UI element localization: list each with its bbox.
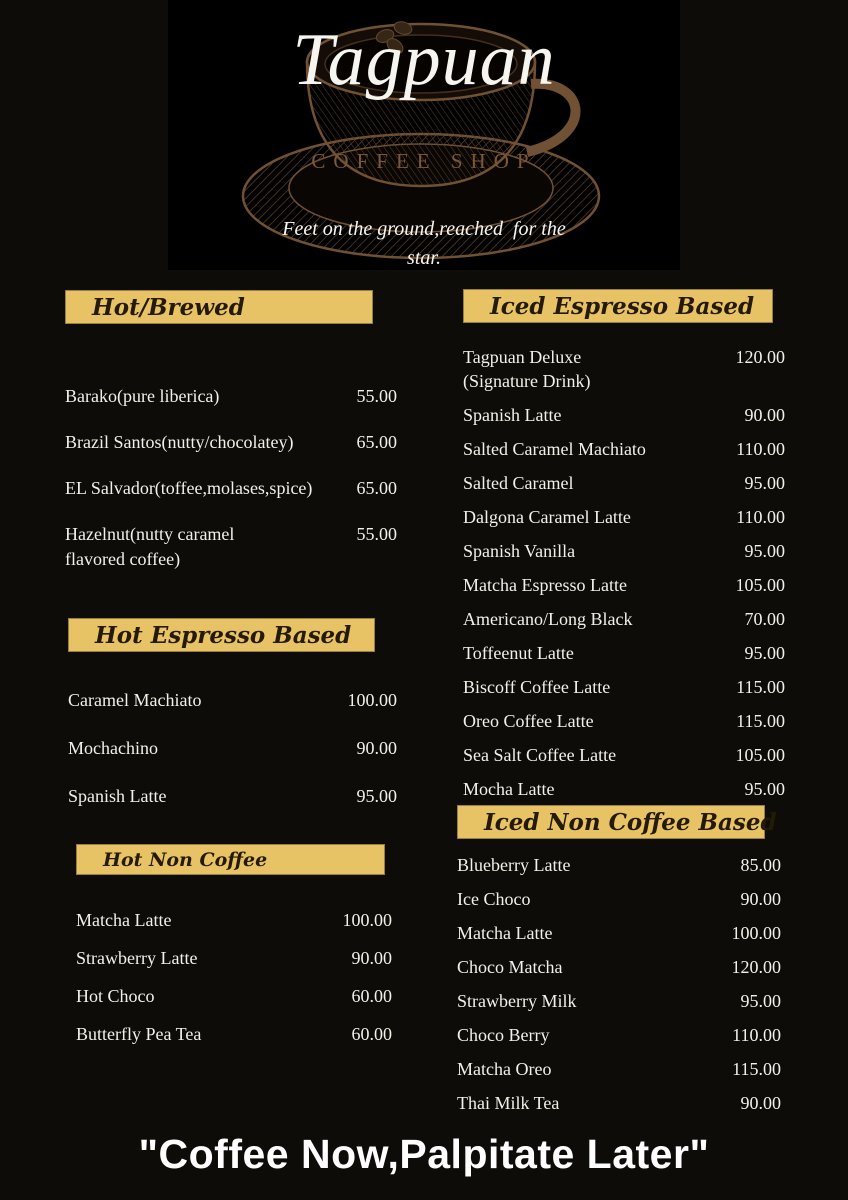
menu-item-price: 115.00 bbox=[736, 711, 785, 731]
menu-item-row bbox=[68, 784, 397, 809]
menu-item-row bbox=[68, 688, 397, 713]
menu-item-name: Matcha Latte bbox=[457, 923, 553, 943]
menu-item-row bbox=[463, 403, 785, 427]
menu-item-row bbox=[457, 989, 781, 1013]
section-item-list bbox=[65, 384, 397, 572]
section-item-list bbox=[463, 345, 785, 801]
menu-item-price: 60.00 bbox=[351, 986, 392, 1006]
section-title-banner: Hot Non Coffee bbox=[76, 844, 385, 875]
menu-item-name: Strawberry Latte bbox=[76, 948, 198, 968]
menu-item-price: 120.00 bbox=[731, 957, 781, 977]
menu-item-row bbox=[463, 777, 785, 801]
brand-subtitle: COFFEE SHOP bbox=[311, 149, 537, 173]
menu-item-name: Caramel Machiato bbox=[68, 690, 202, 710]
menu-item-price: 90.00 bbox=[351, 948, 392, 968]
menu-item-price: 105.00 bbox=[735, 745, 785, 765]
menu-item-name: Hot Choco bbox=[76, 986, 155, 1006]
section-title-banner: Hot Espresso Based bbox=[68, 618, 375, 652]
menu-item-price: 95.00 bbox=[744, 541, 785, 561]
menu-item-price: 95.00 bbox=[356, 786, 397, 806]
menu-item-row bbox=[463, 471, 785, 495]
menu-item-price: 100.00 bbox=[347, 690, 397, 710]
menu-item-row bbox=[76, 946, 392, 971]
menu-item-price: 110.00 bbox=[732, 1025, 781, 1045]
menu-item-row bbox=[68, 736, 397, 761]
menu-item-row bbox=[65, 384, 397, 409]
menu-item-name: Strawberry Milk bbox=[457, 991, 577, 1011]
menu-item-row bbox=[463, 539, 785, 563]
menu-item-price: 90.00 bbox=[744, 405, 785, 425]
menu-item-row bbox=[76, 908, 392, 933]
menu-item-name: EL Salvador(toffee,molases,spice) bbox=[65, 478, 313, 498]
section-hot-non-coffee bbox=[76, 844, 392, 1060]
menu-item-price: 55.00 bbox=[356, 524, 397, 544]
menu-item-row bbox=[463, 573, 785, 597]
section-title-banner: Iced Espresso Based bbox=[463, 289, 773, 323]
menu-item-name: Oreo Coffee Latte bbox=[463, 711, 594, 731]
menu-item-price: 65.00 bbox=[356, 432, 397, 452]
section-item-list bbox=[68, 688, 397, 809]
menu-item-name: Butterfly Pea Tea bbox=[76, 1024, 202, 1044]
section-item-list bbox=[457, 853, 781, 1115]
menu-item-name: Matcha Espresso Latte bbox=[463, 575, 627, 595]
menu-item-row bbox=[463, 743, 785, 767]
menu-item-name: Toffeenut Latte bbox=[463, 643, 574, 663]
brand-header bbox=[168, 0, 680, 270]
menu-item-name: Barako(pure liberica) bbox=[65, 386, 220, 406]
menu-item-name: Americano/Long Black bbox=[463, 609, 633, 629]
menu-item-price: 95.00 bbox=[740, 991, 781, 1011]
menu-item-row bbox=[463, 345, 785, 393]
menu-item-row bbox=[463, 675, 785, 699]
brand-tagline bbox=[168, 215, 680, 273]
menu-item-name: Matcha Latte bbox=[76, 910, 172, 930]
section-item-list bbox=[76, 908, 392, 1047]
menu-item-name: Spanish Latte bbox=[68, 786, 167, 806]
menu-item-name: Tagpuan Deluxe (Signature Drink) bbox=[463, 347, 591, 391]
menu-item-name: Sea Salt Coffee Latte bbox=[463, 745, 617, 765]
menu-item-price: 100.00 bbox=[731, 923, 781, 943]
section-title-banner: Hot/Brewed bbox=[65, 290, 373, 324]
menu-item-row bbox=[76, 1022, 392, 1047]
menu-item-name: Mocha Latte bbox=[463, 779, 555, 799]
menu-item-price: 95.00 bbox=[744, 643, 785, 663]
menu-item-price: 115.00 bbox=[736, 677, 785, 697]
menu-item-row bbox=[457, 955, 781, 979]
menu-item-row bbox=[457, 1091, 781, 1115]
menu-item-name: Ice Choco bbox=[457, 889, 531, 909]
menu-item-price: 105.00 bbox=[735, 575, 785, 595]
section-hot-brewed bbox=[65, 290, 397, 593]
menu-item-row bbox=[457, 921, 781, 945]
section-hot-espresso-based bbox=[68, 618, 397, 832]
menu-item-name: Thai Milk Tea bbox=[457, 1093, 560, 1113]
menu-item-price: 110.00 bbox=[736, 439, 785, 459]
menu-item-price: 115.00 bbox=[732, 1059, 781, 1079]
menu-item-name: Salted Caramel Machiato bbox=[463, 439, 646, 459]
menu-item-name: Brazil Santos(nutty/chocolatey) bbox=[65, 432, 294, 452]
menu-item-price: 55.00 bbox=[356, 386, 397, 406]
menu-item-row bbox=[76, 984, 392, 1009]
menu-item-price: 90.00 bbox=[356, 738, 397, 758]
menu-item-name: Choco Matcha bbox=[457, 957, 563, 977]
menu-item-row bbox=[457, 853, 781, 877]
menu-item-name: Matcha Oreo bbox=[457, 1059, 552, 1079]
menu-item-name: Salted Caramel bbox=[463, 473, 574, 493]
menu-item-price: 100.00 bbox=[342, 910, 392, 930]
menu-item-name: Hazelnut(nutty caramel flavored coffee) bbox=[65, 524, 235, 569]
menu-item-name: Spanish Vanilla bbox=[463, 541, 576, 561]
menu-item-price: 60.00 bbox=[351, 1024, 392, 1044]
menu-item-name: Spanish Latte bbox=[463, 405, 562, 425]
menu-item-row bbox=[65, 430, 397, 455]
menu-item-price: 95.00 bbox=[744, 473, 785, 493]
menu-item-row bbox=[457, 1057, 781, 1081]
menu-item-name: Choco Berry bbox=[457, 1025, 550, 1045]
section-title-banner: Iced Non Coffee Based bbox=[457, 805, 765, 839]
tagline-line2: star. bbox=[407, 247, 441, 269]
menu-item-row bbox=[463, 437, 785, 461]
menu-item-name: Mochachino bbox=[68, 738, 158, 758]
menu-item-name: Blueberry Latte bbox=[457, 855, 571, 875]
menu-item-price: 90.00 bbox=[740, 1093, 781, 1113]
brand-title: Tagpuan bbox=[292, 19, 556, 101]
menu-item-price: 70.00 bbox=[744, 609, 785, 629]
menu-item-row bbox=[463, 607, 785, 631]
menu-item-row bbox=[463, 641, 785, 665]
menu-item-price: 95.00 bbox=[744, 779, 785, 799]
tagline-line1: Feet on the ground,reached for the bbox=[282, 218, 566, 240]
section-iced-non-coffee-based bbox=[457, 805, 781, 1125]
menu-item-name: Biscoff Coffee Latte bbox=[463, 677, 611, 697]
menu-item-price: 90.00 bbox=[740, 889, 781, 909]
menu-item-row bbox=[457, 1023, 781, 1047]
menu-item-row bbox=[65, 476, 397, 501]
section-iced-espresso-based bbox=[463, 289, 785, 811]
footer-quote: "Coffee Now,Palpitate Later" bbox=[138, 1131, 710, 1177]
menu-item-name: Dalgona Caramel Latte bbox=[463, 507, 631, 527]
menu-item-row bbox=[457, 887, 781, 911]
menu-item-row bbox=[463, 709, 785, 733]
menu-item-price: 120.00 bbox=[735, 347, 785, 367]
menu-item-price: 65.00 bbox=[356, 478, 397, 498]
menu-item-price: 110.00 bbox=[736, 507, 785, 527]
menu-item-row bbox=[463, 505, 785, 529]
menu-item-row bbox=[65, 522, 397, 572]
menu-item-price: 85.00 bbox=[740, 855, 781, 875]
